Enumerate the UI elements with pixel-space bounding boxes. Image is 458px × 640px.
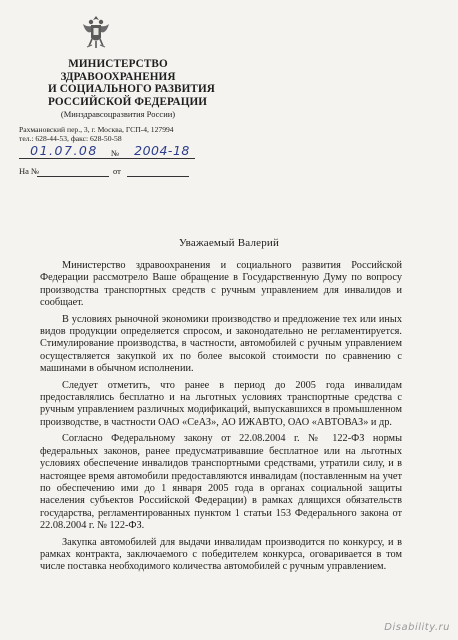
- site-watermark: Disability.ru: [384, 622, 450, 633]
- contact-block: [19, 125, 174, 143]
- ministry-name-line: РОССИЙСКОЙ ФЕДЕРАЦИИ: [48, 95, 208, 108]
- registration-number-label: №: [111, 148, 120, 158]
- registration-underline: [19, 158, 195, 159]
- ministry-header: [48, 58, 215, 120]
- reference-row: [19, 166, 189, 180]
- reference-number-label: На №: [19, 166, 40, 176]
- letter-paragraph: В условиях рыночной экономики производство и предложение тех или иных видов продукции определяется спросом, и законодательно не регламентируется. Стимулирование производства, в частности, автомобилей с ручным управлением осуществляется закупкой их по более высокой стоимости по сравнению с машинами в обычном исполнении.: [40, 313, 402, 375]
- registration-row: [19, 143, 199, 161]
- registration-date: 01.07.08: [30, 143, 98, 158]
- ministry-short-name: (Минздравсоцразвития России): [60, 109, 176, 120]
- address-line: Рахмановский пер., 3, г. Москва, ГСП-4, 127994: [19, 125, 174, 134]
- phone-fax-line: тел.: 628-44-53, факс: 628-50-58: [19, 134, 122, 144]
- russian-coat-of-arms-icon: [80, 12, 112, 54]
- letter-body: [40, 260, 402, 578]
- ministry-name-line: МИНИСТЕРСТВО: [68, 58, 168, 70]
- letter-paragraph: Согласно Федеральному закону от 22.08.2004 г. № 122-ФЗ нормы федеральных законов, ранее предусматривавшие бесплатное или на льготных условиях обеспечение инвалидов транспортными средствами, утратили силу, и в настоящее время автомобили предоставляются инвалидам (поставленным на учет по обеспечению ими до 1 января 2005 года в органах социальной защиты населения субъектов Российской Федерации) в рамках длящихся обязательств государства, регламентированных пунктом 1 статьи 153 Федерального закона от 22.08.2004 г. № 122-ФЗ.: [40, 433, 402, 532]
- letter-paragraph: Министерство здравоохранения и социального развития Российской Федерации рассмотрело Ваше обращение в Государственную Думу по вопросу производства транспортных средств с ручным управлением для инвалидов и сообщает.: [40, 260, 402, 309]
- registration-number: 2004-18: [134, 143, 190, 158]
- letter-paragraph: Закупка автомобилей для выдачи инвалидам производится по конкурсу, и в рамках контракта, заключаемого с победителем конкурса, оговаривается в том числе поставка необходимого количества автомобилей с ручным управлением.: [40, 536, 402, 573]
- ministry-name-line: И СОЦИАЛЬНОГО РАЗВИТИЯ: [48, 83, 215, 96]
- reference-date-label: от: [113, 166, 121, 176]
- reference-date-underline: [127, 176, 189, 177]
- greeting: Уважаемый Валерий: [178, 237, 280, 249]
- ministry-name-line: ЗДРАВООХРАНЕНИЯ: [60, 70, 176, 83]
- reference-number-underline: [37, 176, 109, 177]
- letter-paragraph: Следует отметить, что ранее в период до 2005 года инвалидам предоставлялись бесплатно и на льготных условиях транспортные средства с ручным управлением различных модификаций, выпускавшихся в промышленном производстве, в частности ОАО «СеАЗ», АО ИЖАВТО, ОАО «АВТОВАЗ» и др.: [40, 379, 402, 428]
